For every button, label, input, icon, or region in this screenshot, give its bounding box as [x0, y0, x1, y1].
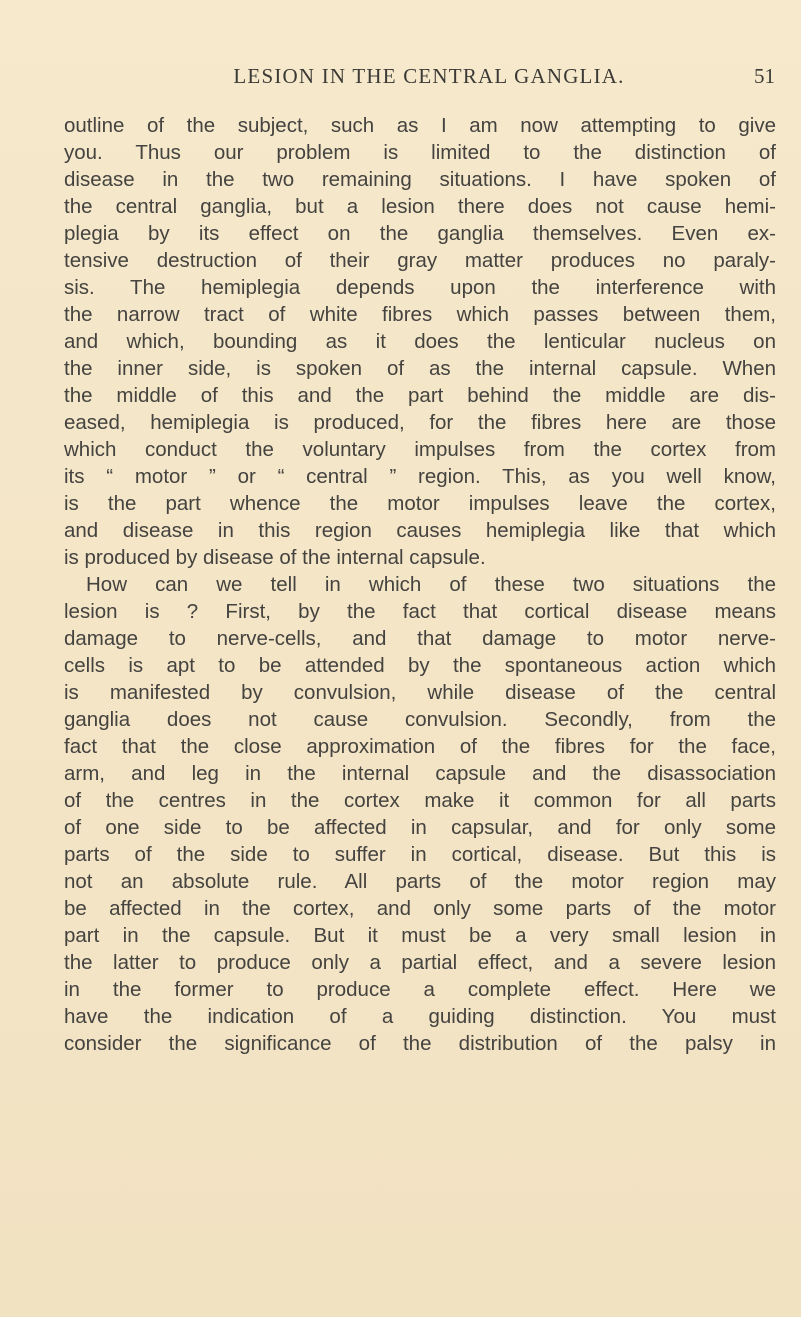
running-head: LESION IN THE CENTRAL GANGLIA.: [233, 64, 625, 88]
text-line: of the centres in the cortex make it common for all parts: [64, 789, 776, 812]
paragraph-end-line: is produced by disease of the internal capsule.: [64, 546, 486, 569]
text-line: and which, bounding as it does the lenticular nucleus on: [64, 330, 776, 353]
text-line: cells is apt to be attended by the spontaneous action which: [64, 654, 776, 677]
text-line: ganglia does not cause convulsion. Secondly, from the: [64, 708, 776, 731]
paragraph-start-line: How can we tell in which of these two situations the: [86, 573, 776, 596]
text-line: is the part whence the motor impulses leave the cortex,: [64, 492, 776, 515]
text-line: the middle of this and the part behind the middle are dis-: [64, 384, 776, 407]
page-header: [117, 62, 775, 96]
text-line: parts of the side to suffer in cortical, disease. But this is: [64, 843, 776, 866]
text-line: of one side to be affected in capsular, and for only some: [64, 816, 776, 839]
text-line: eased, hemiplegia is produced, for the fibres here are those: [64, 411, 776, 434]
text-line: tensive destruction of their gray matter produces no paraly-: [64, 249, 776, 272]
text-line: and disease in this region causes hemiplegia like that which: [64, 519, 776, 542]
text-line: fact that the close approximation of the fibres for the face,: [64, 735, 776, 758]
text-line: outline of the subject, such as I am now attempting to give: [64, 114, 776, 137]
text-line: arm, and leg in the internal capsule and the disassociation: [64, 762, 776, 785]
text-line: in the former to produce a complete effect. Here we: [64, 978, 776, 1001]
text-line: sis. The hemiplegia depends upon the interference with: [64, 276, 776, 299]
text-line: part in the capsule. But it must be a very small lesion in: [64, 924, 776, 947]
text-line: the inner side, is spoken of as the internal capsule. When: [64, 357, 776, 380]
text-line: you. Thus our problem is limited to the distinction of: [64, 141, 776, 164]
text-line: plegia by its effect on the ganglia themselves. Even ex-: [64, 222, 776, 245]
body-text: [64, 112, 776, 1057]
page-number: 51: [754, 64, 775, 88]
text-line: is manifested by convulsion, while disease of the central: [64, 681, 776, 704]
text-line: lesion is ? First, by the fact that cortical disease means: [64, 600, 776, 623]
text-line: have the indication of a guiding distinction. You must: [64, 1005, 776, 1028]
text-line: disease in the two remaining situations. I have spoken of: [64, 168, 776, 191]
text-line: the central ganglia, but a lesion there does not cause hemi-: [64, 195, 776, 218]
text-line: the latter to produce only a partial effect, and a severe lesion: [64, 951, 776, 974]
text-line: the narrow tract of white fibres which passes between them,: [64, 303, 776, 326]
text-line: not an absolute rule. All parts of the motor region may: [64, 870, 776, 893]
text-line: which conduct the voluntary impulses from the cortex from: [64, 438, 776, 461]
text-line: consider the significance of the distribution of the palsy in: [64, 1032, 776, 1055]
text-line: its “ motor ” or “ central ” region. This, as you well know,: [64, 465, 776, 488]
text-line: be affected in the cortex, and only some parts of the motor: [64, 897, 776, 920]
text-line: damage to nerve-cells, and that damage to motor nerve-: [64, 627, 776, 650]
